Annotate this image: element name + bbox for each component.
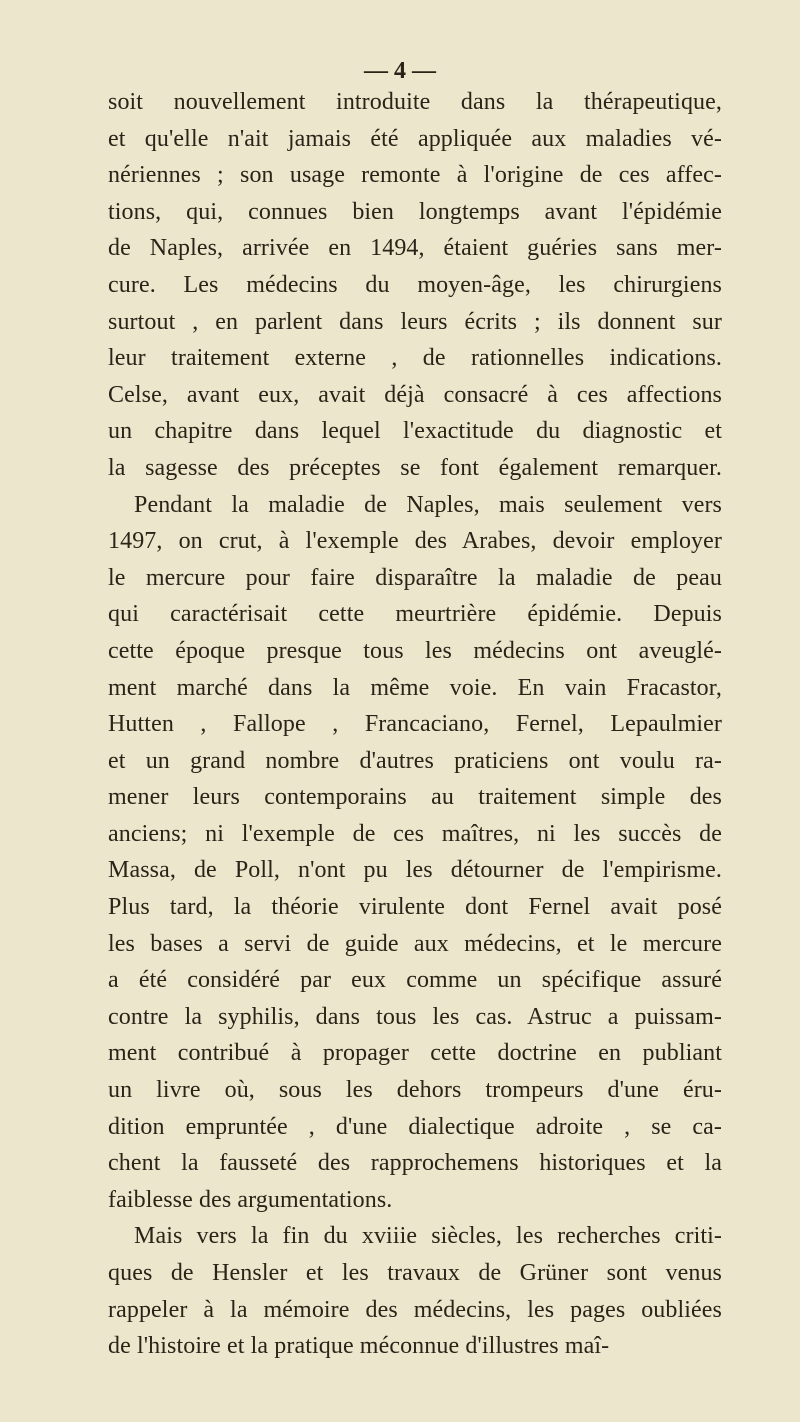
text-line: rappeler à la mémoire des médecins, les pages oubliées <box>108 1296 722 1323</box>
text-line: cette époque presque tous les médecins ont aveuglé- <box>108 637 722 664</box>
text-line: a été considéré par eux comme un spécifique assuré <box>108 967 722 994</box>
text-line: un livre où, sous les dehors trompeurs d'une éru- <box>108 1077 722 1104</box>
text-line: de Naples, arrivée en 1494, étaient guéries sans mer- <box>108 235 722 262</box>
text-line: Massa, de Poll, n'ont pu les détourner de l'empirisme. <box>108 857 722 884</box>
text-line: Hutten , Fallope , Francaciano, Fernel, Lepaulmier <box>108 711 722 738</box>
body-text <box>108 84 722 1365</box>
page-number: — 4 — <box>364 58 436 84</box>
text-line: la sagesse des préceptes se font également remarquer. <box>108 454 722 481</box>
text-line: faiblesse des argumentations. <box>108 1186 393 1213</box>
text-line: qui caractérisait cette meurtrière épidémie. Depuis <box>108 601 722 628</box>
text-line: ment marché dans la même voie. En vain Fracastor, <box>108 674 722 701</box>
text-line: Celse, avant eux, avait déjà consacré à ces affections <box>108 381 722 408</box>
text-line: mener leurs contemporains au traitement simple des <box>108 784 722 811</box>
text-line: 1497, on crut, à l'exemple des Arabes, devoir employer <box>108 528 722 555</box>
text-line: Pendant la maladie de Naples, mais seulement vers <box>134 491 722 518</box>
text-line: Mais vers la fin du xviiie siècles, les recherches criti- <box>134 1223 722 1250</box>
text-line: ques de Hensler et les travaux de Grüner sont venus <box>108 1260 722 1286</box>
text-line: cure. Les médecins du moyen-âge, les chirurgiens <box>108 271 722 298</box>
text-line: chent la fausseté des rapprochemens historiques et la <box>108 1150 722 1177</box>
text-line: Plus tard, la théorie virulente dont Fernel avait posé <box>108 894 722 921</box>
text-line: soit nouvellement introduite dans la thérapeutique, <box>108 89 722 115</box>
text-line: leur traitement externe , de rationnelles indications. <box>108 345 722 372</box>
text-line: ment contribué à propager cette doctrine en publiant <box>108 1040 722 1067</box>
text-line: et qu'elle n'ait jamais été appliquée aux maladies vé- <box>108 125 722 152</box>
text-line: les bases a servi de guide aux médecins, et le mercure <box>108 930 722 957</box>
text-line: nériennes ; son usage remonte à l'origine de ces affec- <box>108 162 722 189</box>
text-line: surtout , en parlent dans leurs écrits ; ils donnent sur <box>108 308 722 335</box>
text-line: anciens; ni l'exemple de ces maîtres, ni les succès de <box>108 820 722 847</box>
text-line: un chapitre dans lequel l'exactitude du diagnostic et <box>108 418 722 445</box>
text-line: contre la syphilis, dans tous les cas. Astruc a puissam- <box>108 1003 722 1030</box>
text-line: tions, qui, connues bien longtemps avant l'épidémie <box>108 198 722 225</box>
text-line: le mercure pour faire disparaître la maladie de peau <box>108 564 722 591</box>
text-line: dition empruntée , d'une dialectique adroite , se ca- <box>108 1113 722 1140</box>
text-line: et un grand nombre d'autres praticiens ont voulu ra- <box>108 747 722 774</box>
text-line: de l'histoire et la pratique méconnue d'illustres maî- <box>108 1333 610 1360</box>
